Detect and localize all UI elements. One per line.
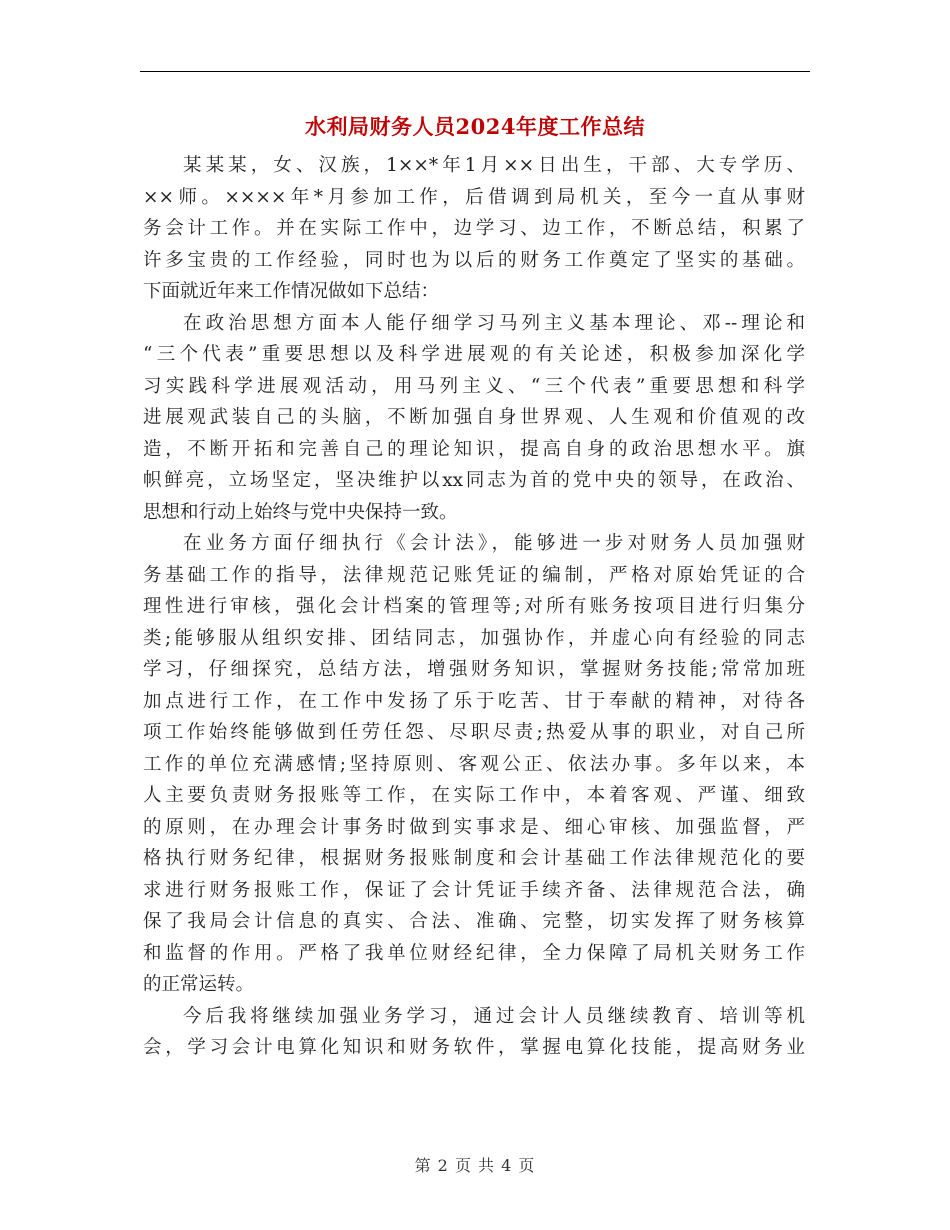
page-number: 第 2 页 共 4 页 xyxy=(414,1156,536,1175)
text-line: 的正常运转。 xyxy=(143,974,255,995)
text-line: 会，学习会计电算化知识和财务软件，掌握电算化技能，提高财务业 xyxy=(143,1037,805,1058)
text-line: 保了我局会计信息的真实、合法、准确、完整，切实发挥了财务核算 xyxy=(143,911,805,932)
text-line: 理性进行审核，强化会计档案的管理等;对所有账务按项目进行归集分 xyxy=(143,596,805,617)
text-line: 务会计工作。并在实际工作中，边学习、边工作，不断总结，积累了 xyxy=(143,218,805,239)
text-line: 在政治思想方面本人能仔细学习马列主义基本理论、邓--理论和 xyxy=(183,312,805,334)
text-line: 求进行财务报账工作，保证了会计凭证手续齐备、法律规范合法，确 xyxy=(143,879,805,901)
text-line: 在业务方面仔细执行《会计法》，能够进一步对财务人员加强财 xyxy=(183,533,805,554)
paragraph-political xyxy=(143,308,805,529)
text-line: 人主要负责财务报账等工作，在实际工作中，本着客观、严谨、细致 xyxy=(143,785,805,806)
text-line: 务基础工作的指导，法律规范记账凭证的编制，严格对原始凭证的合 xyxy=(143,564,805,586)
text-line: 和监督的作用。严格了我单位财经纪律，全力保障了局机关财务工作 xyxy=(143,942,805,964)
text-line: 类;能够服从组织安排、团结同志，加强协作，并虚心向有经验的同志 xyxy=(143,627,805,649)
text-line: 帜鲜亮，立场坚定，坚决维护以xx同志为首的党中央的领导，在政治、 xyxy=(143,470,805,491)
text-line: 的原则，在办理会计事务时做到实事求是、细心审核、加强监督，严 xyxy=(143,816,805,838)
paragraph-future xyxy=(143,1001,805,1064)
text-line: 格执行财务纪律，根据财务报账制度和会计基础工作法律规范化的要 xyxy=(143,848,805,869)
text-line: 造，不断开拓和完善自己的理论知识，提高自身的政治思想水平。旗 xyxy=(143,438,805,460)
text-line: 思想和行动上始终与党中央保持一致。 xyxy=(143,501,458,523)
paragraph-intro xyxy=(143,150,805,308)
text-line: 今后我将继续加强业务学习，通过会计人员继续教育、培训等机 xyxy=(183,1005,805,1027)
text-line: 工作的单位充满感情;坚持原则、客观公正、依法办事。多年以来，本 xyxy=(143,753,805,775)
text-line: 加点进行工作，在工作中发扬了乐于吃苦、甘于奉献的精神，对待各 xyxy=(143,690,805,712)
text-line: 习实践科学进展观活动，用马列主义、“三个代表”重要思想和科学 xyxy=(143,375,805,397)
text-line: 某某某，女、汉族，1××*年1月××日出生，干部、大专学历、 xyxy=(183,155,805,176)
text-line: 学习，仔细探究，总结方法，增强财务知识，掌握财务技能;常常加班 xyxy=(143,659,805,680)
text-line: ××师。××××年*月参加工作，后借调到局机关，至今一直从事财 xyxy=(143,186,805,208)
document-body xyxy=(143,150,805,1064)
text-line: 项工作始终能够做到任劳任怨、尽职尽责;热爱从事的职业，对自己所 xyxy=(143,722,805,743)
text-line: 进展观武装自己的头脑，不断加强自身世界观、人生观和价值观的改 xyxy=(143,407,805,428)
text-line: “三个代表”重要思想以及科学进展观的有关论述，积极参加深化学 xyxy=(143,344,805,365)
text-line: 下面就近年来工作情况做如下总结： xyxy=(143,281,440,302)
document-title: 水利局财务人员2024年度工作总结 xyxy=(305,114,645,139)
header-rule xyxy=(140,71,810,72)
paragraph-business xyxy=(143,528,805,1001)
text-line: 许多宝贵的工作经验，同时也为以后的财务工作奠定了坚实的基础。 xyxy=(143,249,805,271)
